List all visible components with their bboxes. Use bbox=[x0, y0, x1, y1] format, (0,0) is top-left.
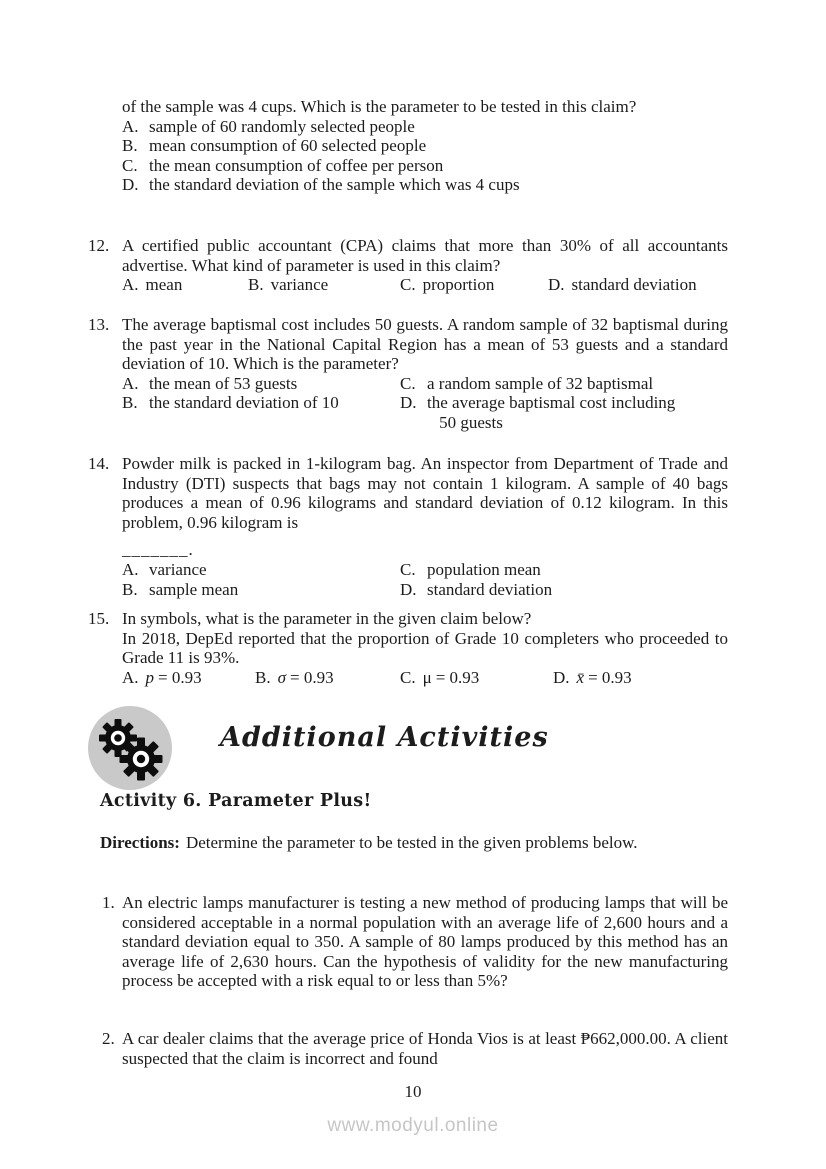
option-d-continuation: 50 guests bbox=[439, 412, 503, 432]
section-title: Additional Activities bbox=[220, 722, 549, 753]
problem-text: A car dealer claims that the average price of Honda Vios is at least ₱662,000.00. A client suspected that the claim is incorrect and found bbox=[122, 1029, 728, 1068]
options-row bbox=[122, 560, 728, 580]
option-label: B. bbox=[122, 136, 138, 156]
option-c bbox=[400, 668, 553, 688]
option-label: A. bbox=[122, 373, 139, 393]
option-text: the standard deviation of the sample which was 4 cups bbox=[149, 175, 520, 195]
option-c bbox=[400, 374, 728, 394]
option-text: variance bbox=[149, 559, 207, 579]
option-label: A. bbox=[122, 275, 139, 295]
option-text: the average baptismal cost including bbox=[427, 393, 676, 413]
option-c bbox=[122, 156, 728, 176]
directions-text: Determine the parameter to be tested in the given problems below. bbox=[185, 833, 638, 852]
option-label: A. bbox=[122, 116, 139, 136]
question-text: In symbols, what is the parameter in the given claim below? bbox=[122, 609, 532, 628]
option-a bbox=[122, 117, 728, 137]
question-body bbox=[122, 609, 728, 687]
question-14 bbox=[88, 454, 728, 599]
option-value: = 0.93 bbox=[435, 667, 480, 687]
option-text: sample of 60 randomly selected people bbox=[149, 116, 415, 136]
question-body bbox=[122, 454, 728, 599]
question-15 bbox=[88, 609, 728, 687]
option-label: C. bbox=[400, 667, 416, 687]
option-value: = 0.93 bbox=[588, 667, 632, 687]
question-text: of the sample was 4 cups. Which is the parameter to be tested in this claim? bbox=[122, 97, 637, 116]
options-row bbox=[122, 275, 728, 295]
question-12 bbox=[88, 236, 728, 295]
option-label: D. bbox=[122, 175, 139, 195]
question-text: The average baptismal cost includes 50 guests. A random sample of 32 baptismal during the past year in the National Capital Region has a mean of 53 guests and a standard deviation of 10. Which is the parameter? bbox=[122, 315, 728, 374]
option-a bbox=[122, 560, 400, 580]
problem-2 bbox=[88, 1029, 728, 1068]
question-number: 12. bbox=[88, 236, 110, 255]
option-c bbox=[400, 560, 728, 580]
claim-text: In 2018, DepEd reported that the proportion of Grade 10 completers who proceeded to Grade 11 is 93%. bbox=[122, 628, 728, 668]
question-body bbox=[122, 315, 728, 433]
activity-title-block bbox=[88, 792, 728, 812]
directions-label: Directions: bbox=[100, 833, 180, 852]
problem-number: 2. bbox=[102, 1029, 115, 1048]
option-b bbox=[255, 668, 400, 688]
option-label: A. bbox=[122, 667, 139, 687]
option-text: population mean bbox=[427, 559, 541, 579]
options-row bbox=[122, 393, 728, 413]
page-number: 10 bbox=[404, 1082, 422, 1101]
directions-block bbox=[88, 833, 728, 853]
option-d bbox=[122, 175, 728, 195]
option-text: a random sample of 32 baptismal bbox=[427, 373, 654, 393]
problem-text: An electric lamps manufacturer is testing a new method of producing lamps that will be considered acceptable in a normal population with an average life of 2,600 hours and a standard deviation equal to 350. A sample of 80 lamps produced by this method has an average life of 2,630 hours. Can the hypothesis of validity for the new manufacturing process be accepted with a risk equal to or less than 5%? bbox=[122, 893, 728, 991]
option-a bbox=[122, 374, 400, 394]
option-text: standard deviation bbox=[571, 275, 697, 295]
option-a bbox=[122, 668, 255, 688]
option-text: the mean of 53 guests bbox=[149, 373, 298, 393]
option-text: proportion bbox=[422, 275, 495, 295]
option-text: variance bbox=[270, 275, 329, 295]
activity-title: Activity 6. Parameter Plus! bbox=[100, 791, 372, 811]
option-label: D. bbox=[400, 393, 417, 413]
parameter-symbol: σ bbox=[277, 667, 286, 687]
option-label: B. bbox=[122, 579, 138, 599]
additional-activities-header bbox=[88, 706, 728, 790]
option-text: standard deviation bbox=[427, 579, 553, 599]
option-label: C. bbox=[400, 373, 416, 393]
option-label: B. bbox=[255, 667, 271, 687]
option-a bbox=[122, 275, 248, 295]
gears-icon bbox=[88, 706, 172, 790]
question-number: 15. bbox=[88, 609, 110, 628]
option-label: C. bbox=[122, 155, 138, 175]
option-c bbox=[400, 275, 548, 295]
options-row bbox=[122, 580, 728, 600]
question-11-continuation bbox=[88, 97, 728, 195]
problem-1 bbox=[88, 893, 728, 991]
option-text: mean consumption of 60 selected people bbox=[149, 136, 427, 156]
option-label: D. bbox=[548, 275, 565, 295]
option-b bbox=[248, 275, 400, 295]
parameter-symbol: x̄ bbox=[576, 667, 585, 687]
option-text: sample mean bbox=[149, 579, 239, 599]
option-b bbox=[122, 393, 400, 413]
options-row bbox=[122, 668, 728, 688]
answer-blank: _______. bbox=[122, 540, 194, 560]
option-text: mean bbox=[145, 275, 183, 295]
option-d bbox=[400, 580, 728, 600]
option-d bbox=[400, 393, 728, 413]
question-body bbox=[122, 236, 728, 295]
parameter-symbol: p bbox=[145, 667, 155, 687]
option-value: = 0.93 bbox=[158, 667, 202, 687]
option-b bbox=[122, 136, 728, 156]
option-label: D. bbox=[553, 667, 570, 687]
problem-number: 1. bbox=[102, 893, 115, 912]
question-number: 13. bbox=[88, 315, 110, 334]
options-row bbox=[122, 374, 728, 394]
question-text: A certified public accountant (CPA) claims that more than 30% of all accountants advertise. What kind of parameter is used in this claim? bbox=[122, 236, 728, 275]
question-13 bbox=[88, 315, 728, 433]
watermark: www.modyul.online bbox=[327, 1115, 499, 1136]
options-list bbox=[122, 117, 728, 195]
directions-paragraph bbox=[100, 833, 728, 853]
parameter-symbol: μ bbox=[422, 667, 432, 687]
option-label: D. bbox=[400, 579, 417, 599]
option-text: the mean consumption of coffee per person bbox=[149, 155, 444, 175]
question-text: Powder milk is packed in 1-kilogram bag. An inspector from Department of Trade and Industry (DTI) suspects that bags may not contain 1 kilogram. A sample of 40 bags produces a mean of 0.96 kilograms and standard deviation of 0.12 kilogram. In this problem, 0.96 kilogram is bbox=[122, 454, 728, 532]
option-label: B. bbox=[122, 393, 138, 413]
question-number: 14. bbox=[88, 454, 110, 473]
option-value: = 0.93 bbox=[289, 667, 334, 687]
option-label: B. bbox=[248, 275, 264, 295]
option-label: A. bbox=[122, 559, 139, 579]
option-label: C. bbox=[400, 559, 416, 579]
option-b bbox=[122, 580, 400, 600]
option-d bbox=[553, 668, 632, 688]
option-text: the standard deviation of 10 bbox=[149, 393, 339, 413]
option-label: C. bbox=[400, 275, 416, 295]
option-d bbox=[548, 275, 697, 295]
